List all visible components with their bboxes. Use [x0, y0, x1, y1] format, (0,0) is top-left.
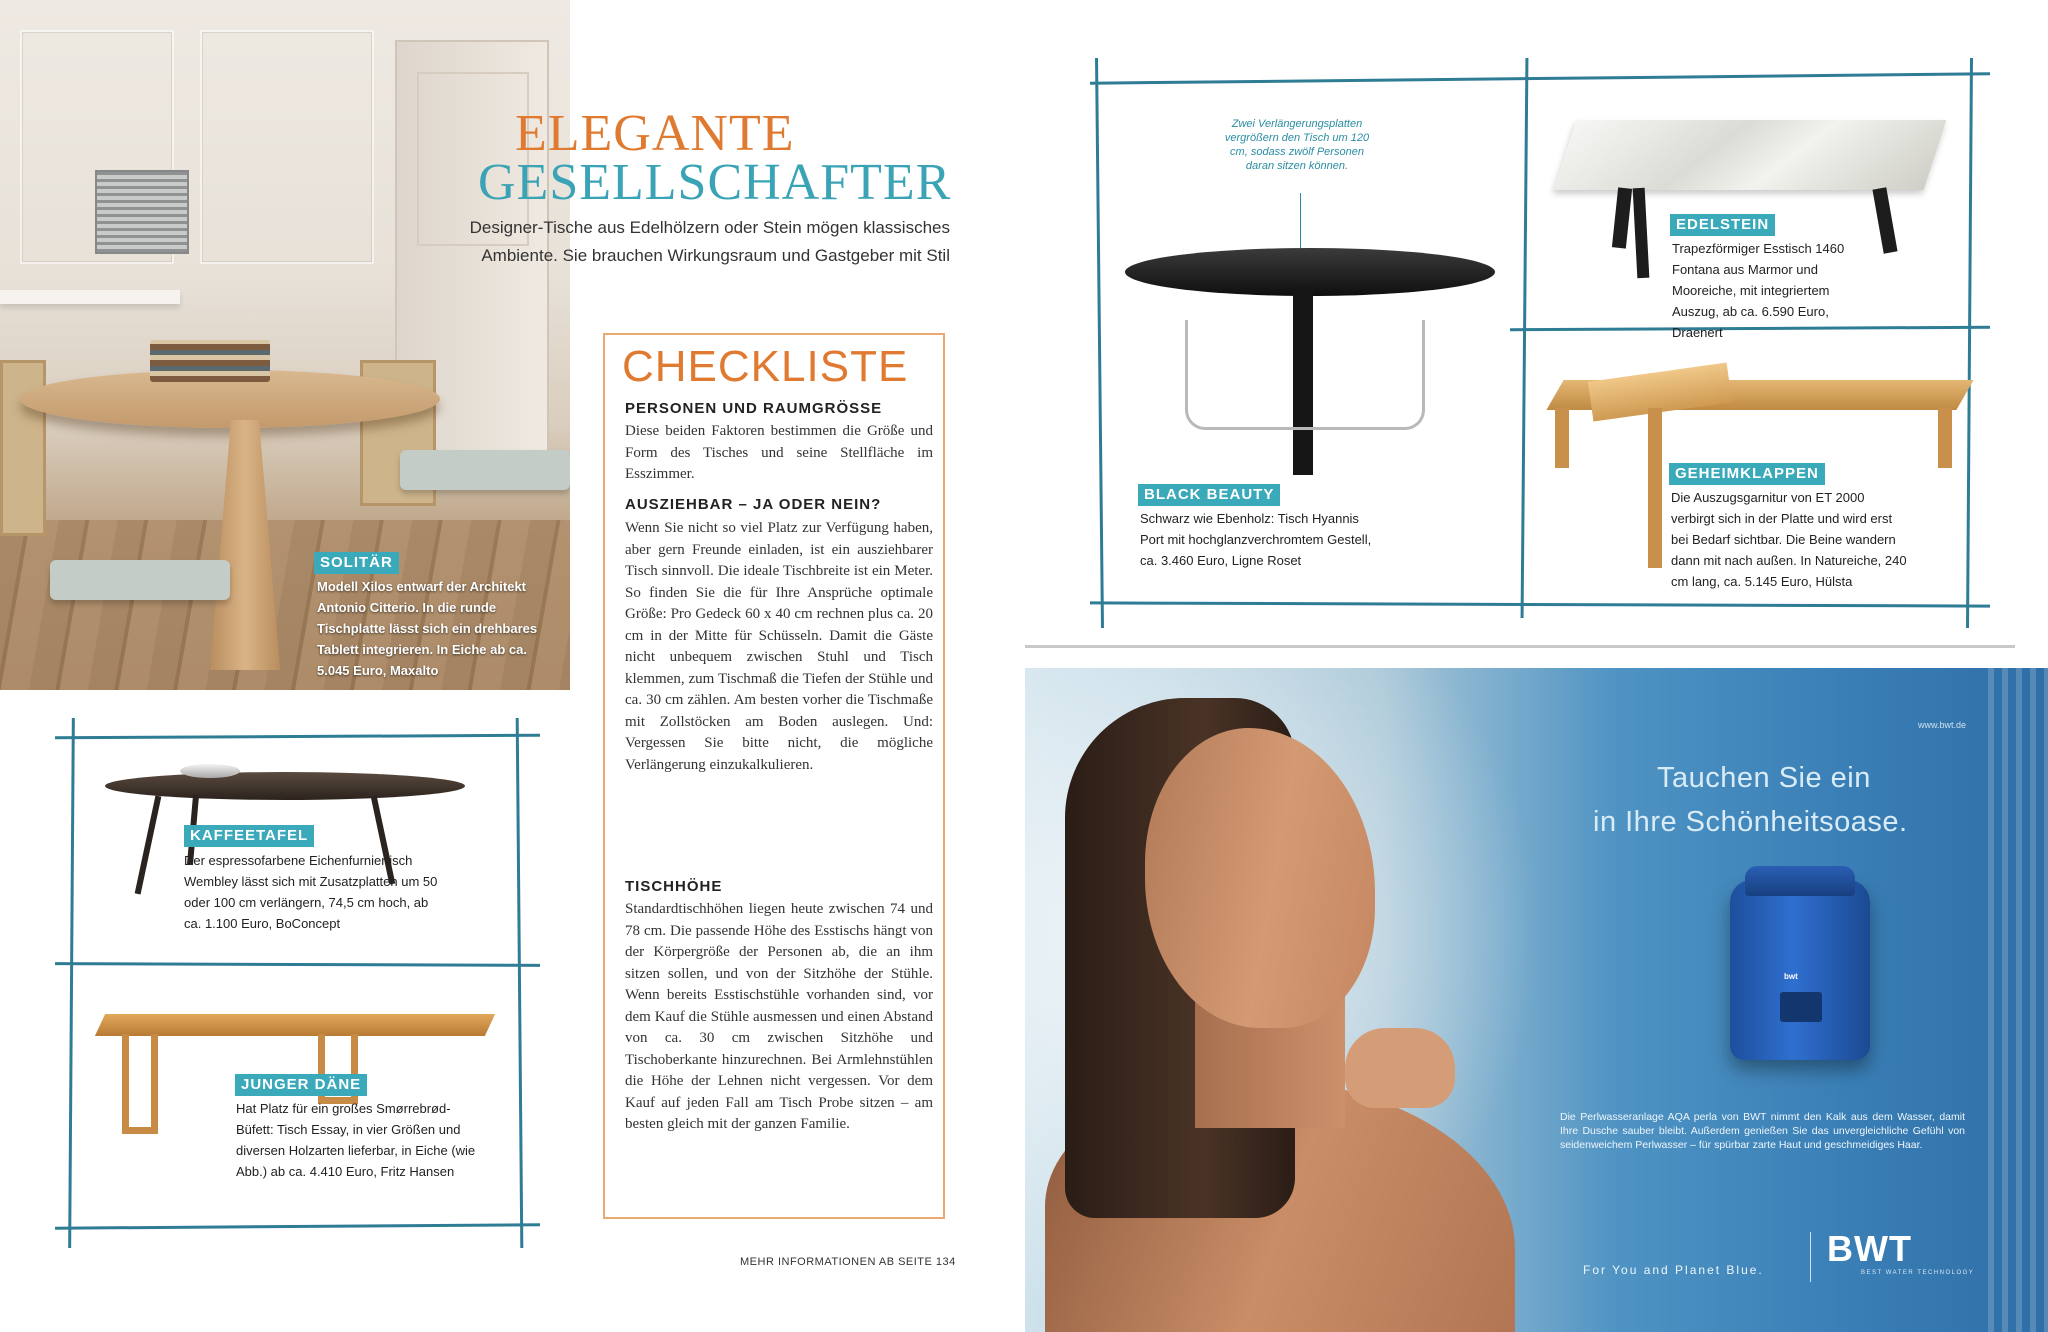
table-frame — [122, 1034, 158, 1134]
essay-table-top — [95, 1014, 495, 1036]
edelstein-label: EDELSTEIN — [1670, 214, 1775, 236]
checklist-heading-personen: PERSONEN UND RAUMGRÖSSE — [625, 400, 883, 417]
table-leg — [1872, 187, 1897, 253]
geheimklappen-caption: Die Auszugsgarnitur von ET 2000 verbirgt sich in der Platte und wird erst bei Bedarf sichtbar. Die Beine wandern dann mit nach außen. In Natureiche, 240 cm lang, ca. 5.145 Euro, Hülsta — [1671, 490, 1907, 589]
table-leg — [1612, 187, 1632, 248]
chrome-frame — [1185, 320, 1425, 430]
wall-shelf — [0, 290, 180, 304]
kaffeetafel-caption: Der espressofarbene Eichenfurniertisch Wembley lässt sich mit Zusatzplatten um 50 oder 100 cm verlängern, 74,5 cm hoch, ab ca. 1.100 Euro, BoConcept — [184, 853, 438, 931]
checklist-heading-tischhoehe: TISCHHÖHE — [625, 878, 723, 895]
checklist-text-tischhoehe: Standardtischhöhen liegen heute zwischen 74 und 78 cm. Die passende Höhe des Esstischs hängt von der Körpergröße der Personen ab, die an ihm sitzen sollen, und von der Sitzhöhe der Stühle. Wenn bereits Esstischstühle vorhanden sind, vor dem Kauf die Stühle ausmessen und einen Abstand von ca. 30 cm zwischen Sitzhöhe und Tischoberkante hinzurechnen. Bei Armlehnstühlen die Höhe der Lehnen nicht vergessen. Vor dem Kauf auf jeden Fall am Tisch Probe sitzen – am besten gleich mit der ganzen Familie. — [625, 901, 933, 1132]
black-beauty-caption: Schwarz wie Ebenholz: Tisch Hyannis Port mit hochglanzverchromtem Gestell, ca. 3.460 Euro, Ligne Roset — [1140, 511, 1372, 568]
annotation-pointer — [1300, 193, 1301, 253]
shower-curtain — [1988, 668, 2048, 1332]
wall-art — [95, 170, 189, 254]
bowl — [180, 764, 240, 778]
solitaer-label: SOLITÄR — [314, 552, 399, 574]
kaffeetafel-label: KAFFEETAFEL — [184, 825, 314, 847]
headline-line-2: GESELLSCHAFTER — [478, 154, 952, 211]
table-leg — [135, 795, 162, 894]
ad-logo-separator — [1810, 1232, 1811, 1282]
book-stack — [150, 340, 270, 382]
checklist-title: CHECKLISTE — [622, 342, 909, 391]
table-leg — [1938, 408, 1952, 468]
table-leg — [1633, 188, 1650, 279]
bwt-logo: BWT — [1827, 1228, 1912, 1269]
table-base — [210, 420, 280, 670]
footer-note: MEHR INFORMATIONEN AB SEITE 134 — [740, 1256, 956, 1268]
ad-headline-line-2: in Ihre Schönheitsoase. — [1593, 806, 1908, 838]
black-beauty-annotation: Zwei Verlängerungsplatten vergrößern den Tisch um 120 cm, sodass zwölf Personen daran sitzen können. — [1224, 118, 1370, 172]
table-leg — [1555, 408, 1569, 468]
checklist-heading-ausziehbar: AUSZIEHBAR – JA ODER NEIN? — [625, 496, 882, 513]
table-leg — [1648, 408, 1662, 568]
chair-seat — [50, 560, 230, 600]
bwt-logo-subline: BEST WATER TECHNOLOGY — [1861, 1270, 1975, 1276]
chair-seat — [400, 450, 570, 490]
model-hand — [1345, 1028, 1455, 1108]
checklist-text-personen: Diese beiden Faktoren bestimmen die Größe und Form des Tisches und seine Stellfläche im Esszimmer. — [625, 423, 933, 482]
ad-headline-line-1: Tauchen Sie ein — [1657, 762, 1871, 794]
ad-tagline: For You and Planet Blue. — [1583, 1263, 1764, 1277]
ad-url: www.bwt.de — [1918, 720, 1967, 730]
product-logo-text: bwt — [1784, 972, 1798, 981]
edelstein-marble-top — [1554, 120, 1947, 190]
headline-subtitle: Designer-Tische aus Edelhölzern oder Stein mögen klassisches Ambiente. Sie brauchen Wirkungsraum und Gastgeber mit Stil — [469, 218, 950, 265]
ad-body-text: Die Perlwasseranlage AQA perla von BWT nimmt den Kalk aus dem Wasser, damit Ihre Dusche sauber bleibt. Außerdem genießen Sie das unvergleichliche Gefühl von seidenweichem Perlwasser – für spürbar zarte Haut und geschmeidiges Haar. — [1560, 1111, 1965, 1151]
junger-daene-caption: Hat Platz für ein großes Smørrebrød-Büfett: Tisch Essay, in vier Größen und diversen Holzarten lieferbar, in Eiche (wie Abb.) ab ca. 4.410 Euro, Fritz Hansen — [236, 1101, 476, 1179]
junger-daene-label: JUNGER DÄNE — [235, 1074, 367, 1096]
checklist-text-ausziehbar: Wenn Sie nicht so viel Platz zur Verfügung haben, aber gern Freunde einladen, ist ein ausziehbarer Tisch sinnvoll. Die ideale Tischbreite ist ein Meter. So finden Sie die für Ihre Ansprüche optimale Größe: Pro Gedeck 60 x 40 cm rechnen plus ca. 20 cm in der Mitte für Schüsseln. Damit die Gäste nicht unbequem zwischen Stuhl und Tisch klemmen, zum Tischmaß die Tiefen der Stühle und ca. 30 cm zählen. Am besten vorher die Tischmaße mit Zollstöcken am Boden auslegen. Und: Vergessen Sie bitte nicht, die mögliche Verlängerung einzukalkulieren. — [625, 520, 933, 773]
water-softener-product — [1730, 880, 1870, 1060]
solitaer-caption: Modell Xilos entwarf der Architekt Antonio Citterio. In die runde Tischplatte lässt sich ein drehbares Tablett integrieren. In Eiche ab ca. 5.045 Euro, Maxalto — [317, 579, 538, 678]
headline-line-1: ELEGANTE — [515, 105, 795, 162]
edelstein-caption: Trapezförmiger Esstisch 1460 Fontana aus Marmor und Mooreiche, mit integriertem Auszug, ab ca. 6.590 Euro, Draenert — [1672, 241, 1845, 340]
black-beauty-label: BLACK BEAUTY — [1138, 484, 1280, 506]
page-divider — [1025, 645, 2015, 648]
geheimklappen-label: GEHEIMKLAPPEN — [1669, 463, 1825, 485]
